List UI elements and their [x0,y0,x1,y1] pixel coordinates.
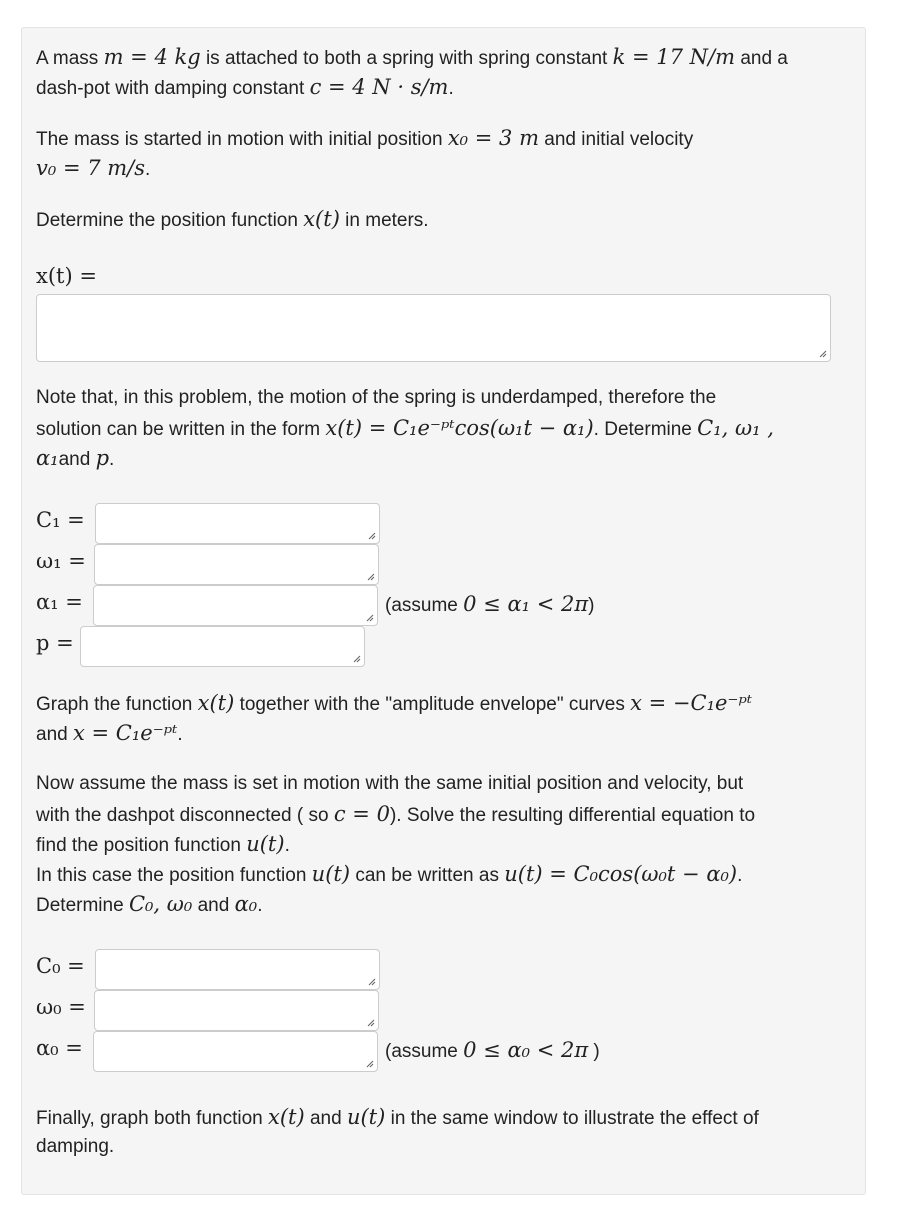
p-label: p = [36,631,74,655]
problem-text-line: α₁and p. [36,446,115,470]
problem-text-line: and x = C₁e⁻ᵖᵗ. [36,721,183,745]
problem-text-line: Determine the position function x(t) in meters. [36,207,429,231]
w1-input[interactable] [94,544,379,585]
C1-label: C₁ = [36,508,85,532]
resize-grip-icon[interactable] [367,531,376,540]
resize-grip-icon[interactable] [818,349,827,358]
C0-label: C₀ = [36,954,85,978]
resize-grip-icon[interactable] [365,1059,374,1068]
w0-label: ω₀ = [36,995,86,1019]
w0-input[interactable] [94,990,379,1031]
a0-hint: (assume 0 ≤ α₀ < 2π ) [385,1038,600,1062]
xt-input[interactable] [36,294,831,362]
problem-text-line: Determine C₀, ω₀ and α₀. [36,892,263,916]
C0-input[interactable] [95,949,380,990]
a1-label: α₁ = [36,590,83,614]
problem-text-line: damping. [36,1136,115,1157]
resize-grip-icon[interactable] [365,613,374,622]
C1-input[interactable] [95,503,380,544]
a0-label: α₀ = [36,1036,83,1060]
a0-input[interactable] [93,1031,378,1072]
problem-text-line: with the dashpot disconnected ( so c = 0). Solve the resulting differential equation to [36,802,756,826]
a1-input[interactable] [93,585,378,626]
problem-text-line: v₀ = 7 m/s. [36,156,151,180]
problem-text-line: A mass m = 4 kg is attached to both a spring with spring constant k = 17 N/m and a [36,45,788,69]
problem-text-line: find the position function u(t). [36,832,290,856]
resize-grip-icon[interactable] [352,654,361,663]
resize-grip-icon[interactable] [366,1018,375,1027]
problem-text-line: Now assume the mass is set in motion with the same initial position and velocity, but [36,773,744,794]
p-input[interactable] [80,626,365,667]
problem-text-line: Graph the function x(t) together with the "amplitude envelope" curves x = −C₁e⁻ᵖᵗ [36,691,753,715]
problem-text-line: dash-pot with damping constant c = 4 N · s/m. [36,75,454,99]
problem-text-line: Note that, in this problem, the motion of the spring is underdamped, therefore the [36,387,717,408]
resize-grip-icon[interactable] [367,977,376,986]
w1-label: ω₁ = [36,549,86,573]
problem-text-line: In this case the position function u(t) can be written as u(t) = C₀cos(ω₀t − α₀). [36,862,743,886]
problem-text-line: Finally, graph both function x(t) and u(t) in the same window to illustrate the effect of [36,1105,759,1129]
resize-grip-icon[interactable] [366,572,375,581]
problem-text-line: The mass is started in motion with initial position x₀ = 3 m and initial velocity [36,126,694,150]
a1-hint: (assume 0 ≤ α₁ < 2π) [385,592,595,616]
xt-label: x(t) = [36,264,97,288]
problem-text-line: solution can be written in the form x(t) = C₁e⁻ᵖᵗcos(ω₁t − α₁). Determine C₁, ω₁ , [36,416,774,440]
